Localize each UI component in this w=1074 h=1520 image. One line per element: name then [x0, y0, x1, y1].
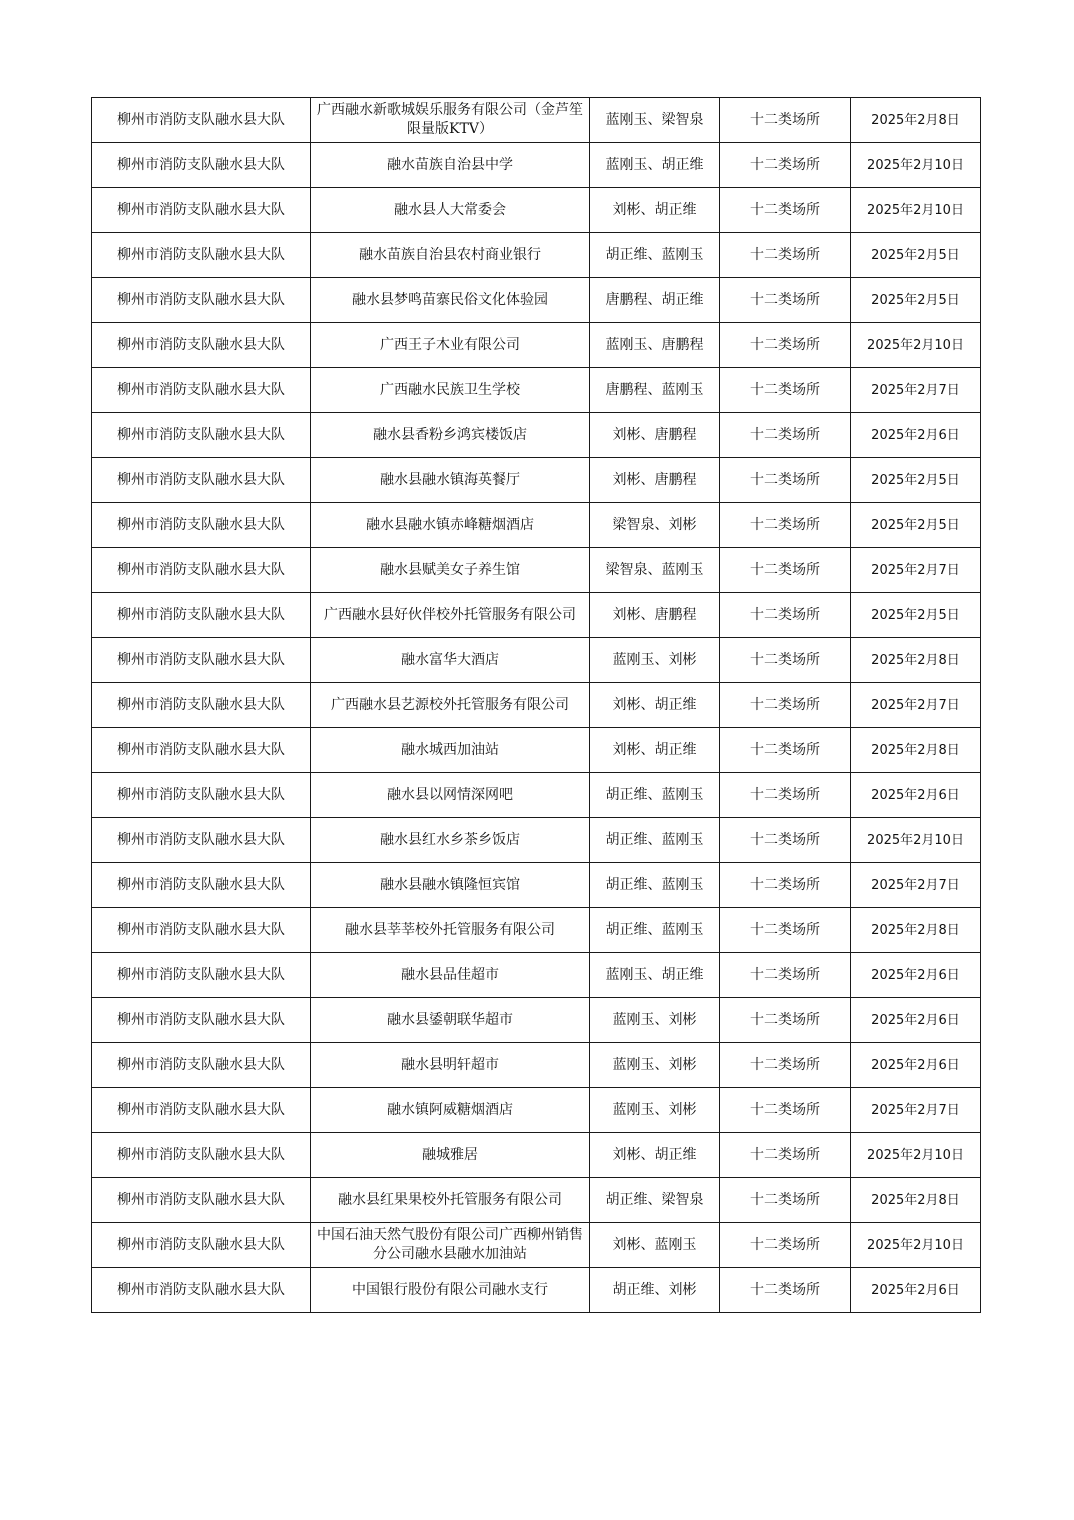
place-name-cell: 融水县香粉乡鸿宾楼饭店 — [311, 413, 590, 458]
category-cell: 十二类场所 — [720, 1178, 851, 1223]
place-name-cell: 融水县鋈朝联华超市 — [311, 998, 590, 1043]
category-cell: 十二类场所 — [720, 323, 851, 368]
inspectors-cell: 胡正维、梁智泉 — [590, 1178, 720, 1223]
unit-cell: 柳州市消防支队融水县大队 — [92, 683, 311, 728]
inspectors-cell: 胡正维、蓝刚玉 — [590, 233, 720, 278]
category-cell: 十二类场所 — [720, 458, 851, 503]
date-cell: 2025年2月7日 — [851, 683, 981, 728]
inspectors-cell: 胡正维、蓝刚玉 — [590, 863, 720, 908]
date-cell: 2025年2月5日 — [851, 593, 981, 638]
table-row — [92, 548, 981, 593]
category-cell: 十二类场所 — [720, 593, 851, 638]
inspectors-cell: 胡正维、蓝刚玉 — [590, 773, 720, 818]
category-cell: 十二类场所 — [720, 1223, 851, 1268]
category-cell: 十二类场所 — [720, 773, 851, 818]
unit-cell: 柳州市消防支队融水县大队 — [92, 1178, 311, 1223]
date-cell: 2025年2月6日 — [851, 953, 981, 998]
table-row — [92, 323, 981, 368]
table-row — [92, 503, 981, 548]
table-row — [92, 1223, 981, 1268]
place-name-cell: 融水县明轩超市 — [311, 1043, 590, 1088]
unit-cell: 柳州市消防支队融水县大队 — [92, 1223, 311, 1268]
category-cell: 十二类场所 — [720, 188, 851, 233]
unit-cell: 柳州市消防支队融水县大队 — [92, 458, 311, 503]
table-row — [92, 908, 981, 953]
category-cell: 十二类场所 — [720, 1043, 851, 1088]
category-cell: 十二类场所 — [720, 908, 851, 953]
category-cell: 十二类场所 — [720, 1133, 851, 1178]
unit-cell: 柳州市消防支队融水县大队 — [92, 1133, 311, 1178]
category-cell: 十二类场所 — [720, 503, 851, 548]
category-cell: 十二类场所 — [720, 143, 851, 188]
date-cell: 2025年2月6日 — [851, 998, 981, 1043]
unit-cell: 柳州市消防支队融水县大队 — [92, 233, 311, 278]
table-row — [92, 683, 981, 728]
unit-cell: 柳州市消防支队融水县大队 — [92, 548, 311, 593]
place-name-cell: 广西融水民族卫生学校 — [311, 368, 590, 413]
category-cell: 十二类场所 — [720, 728, 851, 773]
inspectors-cell: 刘彬、唐鹏程 — [590, 458, 720, 503]
date-cell: 2025年2月10日 — [851, 1223, 981, 1268]
place-name-cell: 融城雅居 — [311, 1133, 590, 1178]
place-name-cell: 融水县梦鸣苗寨民俗文化体验园 — [311, 278, 590, 323]
place-name-cell: 中国银行股份有限公司融水支行 — [311, 1268, 590, 1313]
unit-cell: 柳州市消防支队融水县大队 — [92, 818, 311, 863]
date-cell: 2025年2月8日 — [851, 1178, 981, 1223]
unit-cell: 柳州市消防支队融水县大队 — [92, 413, 311, 458]
table-row — [92, 233, 981, 278]
date-cell: 2025年2月5日 — [851, 503, 981, 548]
inspectors-cell: 蓝刚玉、梁智泉 — [590, 98, 720, 143]
inspectors-cell: 刘彬、唐鹏程 — [590, 413, 720, 458]
unit-cell: 柳州市消防支队融水县大队 — [92, 503, 311, 548]
inspectors-cell: 刘彬、唐鹏程 — [590, 593, 720, 638]
table-row — [92, 1043, 981, 1088]
date-cell: 2025年2月5日 — [851, 458, 981, 503]
table-row — [92, 368, 981, 413]
category-cell: 十二类场所 — [720, 863, 851, 908]
unit-cell: 柳州市消防支队融水县大队 — [92, 143, 311, 188]
date-cell: 2025年2月5日 — [851, 278, 981, 323]
table-row — [92, 1268, 981, 1313]
table-row — [92, 1178, 981, 1223]
table-row — [92, 593, 981, 638]
category-cell: 十二类场所 — [720, 1268, 851, 1313]
category-cell: 十二类场所 — [720, 278, 851, 323]
category-cell: 十二类场所 — [720, 818, 851, 863]
date-cell: 2025年2月6日 — [851, 1043, 981, 1088]
table-row — [92, 1088, 981, 1133]
table-row — [92, 998, 981, 1043]
date-cell: 2025年2月6日 — [851, 1268, 981, 1313]
table-row — [92, 188, 981, 233]
date-cell: 2025年2月6日 — [851, 773, 981, 818]
category-cell: 十二类场所 — [720, 953, 851, 998]
place-name-cell: 融水城西加油站 — [311, 728, 590, 773]
unit-cell: 柳州市消防支队融水县大队 — [92, 728, 311, 773]
table-row — [92, 98, 981, 143]
place-name-cell: 融水县融水镇隆恒宾馆 — [311, 863, 590, 908]
date-cell: 2025年2月10日 — [851, 818, 981, 863]
table-row — [92, 818, 981, 863]
unit-cell: 柳州市消防支队融水县大队 — [92, 593, 311, 638]
inspectors-cell: 胡正维、蓝刚玉 — [590, 818, 720, 863]
date-cell: 2025年2月6日 — [851, 413, 981, 458]
table-row — [92, 638, 981, 683]
unit-cell: 柳州市消防支队融水县大队 — [92, 1043, 311, 1088]
category-cell: 十二类场所 — [720, 683, 851, 728]
unit-cell: 柳州市消防支队融水县大队 — [92, 368, 311, 413]
date-cell: 2025年2月7日 — [851, 863, 981, 908]
table-row — [92, 863, 981, 908]
place-name-cell: 融水县莘莘校外托管服务有限公司 — [311, 908, 590, 953]
category-cell: 十二类场所 — [720, 638, 851, 683]
table-row — [92, 278, 981, 323]
date-cell: 2025年2月8日 — [851, 638, 981, 683]
inspectors-cell: 蓝刚玉、刘彬 — [590, 1043, 720, 1088]
inspectors-cell: 蓝刚玉、刘彬 — [590, 1088, 720, 1133]
place-name-cell: 融水苗族自治县中学 — [311, 143, 590, 188]
inspectors-cell: 蓝刚玉、唐鹏程 — [590, 323, 720, 368]
date-cell: 2025年2月7日 — [851, 368, 981, 413]
place-name-cell: 融水县赋美女子养生馆 — [311, 548, 590, 593]
table-row — [92, 143, 981, 188]
inspectors-cell: 胡正维、蓝刚玉 — [590, 908, 720, 953]
date-cell: 2025年2月7日 — [851, 548, 981, 593]
inspectors-cell: 蓝刚玉、胡正维 — [590, 143, 720, 188]
unit-cell: 柳州市消防支队融水县大队 — [92, 863, 311, 908]
inspectors-cell: 梁智泉、蓝刚玉 — [590, 548, 720, 593]
place-name-cell: 融水富华大酒店 — [311, 638, 590, 683]
unit-cell: 柳州市消防支队融水县大队 — [92, 998, 311, 1043]
place-name-cell: 融水镇阿威糖烟酒店 — [311, 1088, 590, 1133]
date-cell: 2025年2月5日 — [851, 233, 981, 278]
inspectors-cell: 刘彬、胡正维 — [590, 1133, 720, 1178]
unit-cell: 柳州市消防支队融水县大队 — [92, 98, 311, 143]
unit-cell: 柳州市消防支队融水县大队 — [92, 323, 311, 368]
unit-cell: 柳州市消防支队融水县大队 — [92, 1268, 311, 1313]
category-cell: 十二类场所 — [720, 98, 851, 143]
place-name-cell: 融水县以网情深网吧 — [311, 773, 590, 818]
inspectors-cell: 胡正维、刘彬 — [590, 1268, 720, 1313]
inspectors-cell: 唐鹏程、蓝刚玉 — [590, 368, 720, 413]
place-name-cell: 广西融水县艺源校外托管服务有限公司 — [311, 683, 590, 728]
place-name-cell: 中国石油天然气股份有限公司广西柳州销售分公司融水县融水加油站 — [311, 1223, 590, 1268]
category-cell: 十二类场所 — [720, 233, 851, 278]
inspectors-cell: 唐鹏程、胡正维 — [590, 278, 720, 323]
inspectors-cell: 蓝刚玉、刘彬 — [590, 998, 720, 1043]
table-body — [92, 98, 981, 1313]
place-name-cell: 广西融水县好伙伴校外托管服务有限公司 — [311, 593, 590, 638]
inspectors-cell: 蓝刚玉、刘彬 — [590, 638, 720, 683]
unit-cell: 柳州市消防支队融水县大队 — [92, 638, 311, 683]
category-cell: 十二类场所 — [720, 368, 851, 413]
category-cell: 十二类场所 — [720, 1088, 851, 1133]
table-row — [92, 1133, 981, 1178]
category-cell: 十二类场所 — [720, 413, 851, 458]
place-name-cell: 融水县红水乡茶乡饭店 — [311, 818, 590, 863]
table-row — [92, 953, 981, 998]
date-cell: 2025年2月8日 — [851, 98, 981, 143]
unit-cell: 柳州市消防支队融水县大队 — [92, 1088, 311, 1133]
category-cell: 十二类场所 — [720, 998, 851, 1043]
date-cell: 2025年2月10日 — [851, 323, 981, 368]
place-name-cell: 融水县品佳超市 — [311, 953, 590, 998]
place-name-cell: 融水县人大常委会 — [311, 188, 590, 233]
date-cell: 2025年2月10日 — [851, 143, 981, 188]
unit-cell: 柳州市消防支队融水县大队 — [92, 188, 311, 233]
table-row — [92, 458, 981, 503]
inspectors-cell: 蓝刚玉、胡正维 — [590, 953, 720, 998]
place-name-cell: 融水县融水镇海英餐厅 — [311, 458, 590, 503]
date-cell: 2025年2月10日 — [851, 1133, 981, 1178]
inspection-table — [91, 97, 981, 1313]
date-cell: 2025年2月8日 — [851, 908, 981, 953]
inspectors-cell: 刘彬、胡正维 — [590, 683, 720, 728]
table-row — [92, 728, 981, 773]
place-name-cell: 融水苗族自治县农村商业银行 — [311, 233, 590, 278]
place-name-cell: 广西王子木业有限公司 — [311, 323, 590, 368]
inspectors-cell: 刘彬、胡正维 — [590, 728, 720, 773]
inspectors-cell: 刘彬、蓝刚玉 — [590, 1223, 720, 1268]
place-name-cell: 广西融水新歌城娱乐服务有限公司（金芦笙限量版KTV） — [311, 98, 590, 143]
inspectors-cell: 梁智泉、刘彬 — [590, 503, 720, 548]
unit-cell: 柳州市消防支队融水县大队 — [92, 773, 311, 818]
place-name-cell: 融水县红果果校外托管服务有限公司 — [311, 1178, 590, 1223]
date-cell: 2025年2月7日 — [851, 1088, 981, 1133]
unit-cell: 柳州市消防支队融水县大队 — [92, 908, 311, 953]
inspectors-cell: 刘彬、胡正维 — [590, 188, 720, 233]
unit-cell: 柳州市消防支队融水县大队 — [92, 278, 311, 323]
date-cell: 2025年2月10日 — [851, 188, 981, 233]
table-row — [92, 773, 981, 818]
place-name-cell: 融水县融水镇赤峰糖烟酒店 — [311, 503, 590, 548]
category-cell: 十二类场所 — [720, 548, 851, 593]
table-row — [92, 413, 981, 458]
date-cell: 2025年2月8日 — [851, 728, 981, 773]
unit-cell: 柳州市消防支队融水县大队 — [92, 953, 311, 998]
